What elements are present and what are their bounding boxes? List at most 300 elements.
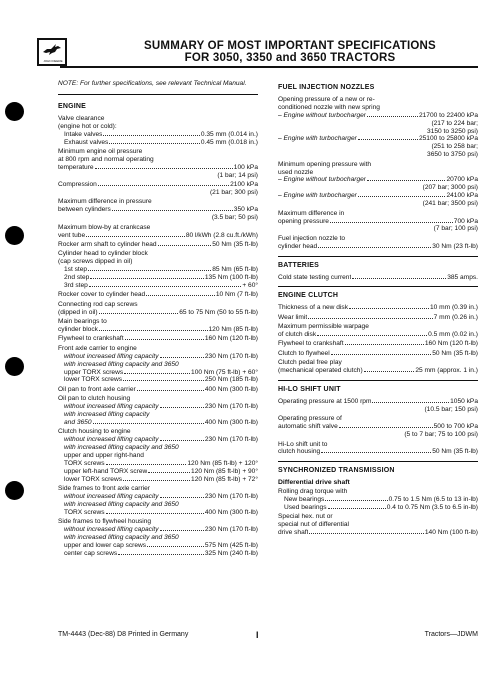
spec-label: cylinder head: [278, 242, 318, 250]
spec-label: 3rd step: [64, 281, 88, 289]
divider: [58, 94, 258, 95]
spec-item: [58, 386, 258, 394]
dot-leader: [158, 245, 212, 246]
spec-label: 2nd step: [64, 274, 90, 282]
spec-label: Maximum permissible warpage: [278, 323, 369, 331]
spec-line: [278, 112, 478, 120]
binder-hole: [5, 102, 24, 121]
spec-item: [58, 518, 258, 558]
spec-value-continued: (207 bar; 3000 psi): [422, 184, 478, 192]
engine-spec-list: [58, 115, 258, 558]
spec-item: [278, 210, 478, 234]
dot-leader: [99, 330, 208, 331]
dot-leader: [160, 497, 204, 498]
spec-line: [278, 176, 478, 184]
spec-label: 1st step: [64, 266, 88, 274]
spec-line: [278, 496, 478, 504]
spec-value: 230 Nm (170 ft-lb): [204, 493, 258, 501]
spec-line: [58, 386, 258, 394]
spec-item: [278, 488, 478, 512]
spec-value: 350 kPa: [233, 206, 258, 214]
spec-value: 120 Nm (85 ft-lb): [208, 325, 258, 333]
spec-label: Clutch housing to engine: [58, 428, 131, 436]
dot-leader: [330, 222, 453, 223]
spec-item: [278, 398, 478, 414]
spec-value: 400 Nm (300 ft-lb): [204, 385, 258, 393]
section-heading-batteries: BATTERIES: [278, 261, 319, 269]
spec-line: [58, 131, 258, 139]
spec-value: 0.35 mm (0.014 in.): [200, 130, 258, 138]
spec-label: Flywheel to crankshaft: [58, 335, 124, 343]
sync-spec-list: [278, 488, 478, 537]
spec-value: 575 Nm (425 ft-lb): [204, 542, 258, 550]
spec-line: [58, 206, 258, 214]
spec-value: 25 mm (approx. 1 in.): [415, 367, 478, 375]
clutch-spec-list: [278, 304, 478, 375]
dot-leader: [339, 427, 433, 428]
dot-leader: [372, 402, 449, 403]
spec-item: [278, 314, 478, 322]
dot-leader: [137, 390, 204, 391]
spec-label: (dipped in oil): [58, 308, 98, 316]
spec-value: + 60°: [242, 281, 258, 289]
spec-line: [58, 542, 258, 550]
spec-value: 50 Nm (35 ft-lb): [212, 240, 258, 248]
spec-label: Clutch pedal free play: [278, 359, 342, 367]
spec-line: [278, 529, 478, 537]
spec-item: [58, 250, 258, 290]
spec-value-continued: (5 to 7 bar; 75 to 100 psi): [404, 431, 478, 439]
spec-label: without increased lifting capacity: [64, 403, 159, 411]
spec-item: [278, 161, 478, 208]
spec-line: [58, 369, 258, 377]
spec-label: New bearings: [284, 496, 325, 504]
spec-item: [278, 441, 478, 457]
footer-page-mark: I: [256, 630, 259, 640]
spec-value: 400 Nm (300 ft-lb): [204, 508, 258, 516]
spec-label: Intake valves: [64, 130, 103, 138]
section-heading-clutch: ENGINE CLUTCH: [278, 292, 339, 300]
dot-leader: [352, 278, 446, 279]
spec-value: 120 Nm (85 ft-lb) + 90°: [191, 467, 258, 475]
spec-value: 100 Nm (75 ft-lb) + 60°: [191, 368, 258, 376]
spec-item: [278, 274, 478, 282]
spec-value: 100 kPa: [233, 163, 258, 171]
spec-label: without increased lifting capacity: [64, 436, 159, 444]
spec-item: [278, 415, 478, 439]
leaping-deer-icon: [42, 43, 62, 57]
spec-line: [278, 367, 478, 375]
dot-leader: [90, 278, 204, 279]
spec-line: [58, 282, 258, 290]
footer-brand: Tractors—JDWM: [424, 631, 478, 638]
spec-value: 80 l/kWh (2.8 cu.ft./kWh): [185, 231, 258, 239]
spec-line: [58, 232, 258, 240]
dot-leader: [321, 452, 431, 453]
spec-line: [58, 266, 258, 274]
dot-leader: [328, 508, 386, 509]
spec-item: [58, 428, 258, 483]
binder-hole: [5, 481, 24, 500]
spec-item: [58, 335, 258, 343]
spec-line: [58, 241, 258, 249]
dot-leader: [125, 339, 204, 340]
dot-leader: [160, 530, 204, 531]
spec-label: – Engine without turbocharger: [278, 176, 366, 184]
spec-value: 0.4 to 0.75 Nm (3.5 to 6.5 in-lb): [386, 503, 478, 511]
spec-value-continued: (10.5 bar; 150 psi): [424, 405, 478, 413]
spec-line: [278, 423, 478, 431]
dot-leader: [358, 139, 418, 140]
dot-leader: [345, 344, 424, 345]
spec-label: Operating pressure at 1500 rpm: [278, 398, 372, 405]
dot-leader: [118, 554, 204, 555]
spec-value-continued: (1 bar; 14 psi): [217, 171, 258, 179]
spec-item: [278, 323, 478, 339]
spec-label: without increased lifting capacity: [64, 526, 159, 534]
spec-line: [278, 331, 478, 339]
spec-item: [58, 345, 258, 385]
spec-value: 24100 kPa: [446, 192, 478, 200]
spec-value-continued: (7 bar; 100 psi): [433, 225, 478, 233]
spec-label: (mechanical operated clutch): [278, 367, 363, 375]
spec-line: [58, 376, 258, 384]
dot-leader: [95, 168, 233, 169]
spec-label: (cap screws dipped in oil): [58, 258, 133, 266]
spec-label: with increased lifting capacity: [64, 411, 150, 419]
dot-leader: [112, 210, 233, 211]
spec-line: [278, 504, 478, 512]
spec-line: [278, 340, 478, 348]
spec-value-continued: (3.5 bar; 50 psi): [211, 214, 258, 222]
dot-leader: [146, 295, 215, 296]
spec-label: Front axle carrier to engine: [58, 344, 137, 352]
section-heading-sync: SYNCHRONIZED TRANSMISSION: [278, 467, 395, 475]
dot-leader: [148, 472, 190, 473]
subsection-heading: Differential drive shaft: [278, 479, 350, 487]
dot-leader: [124, 373, 190, 374]
divider: [278, 286, 478, 287]
spec-label: center cap screws: [64, 549, 118, 557]
spec-value: 10 Nm (7 ft-lb): [215, 291, 258, 299]
spec-item: [58, 301, 258, 317]
spec-label: Main bearings to: [58, 318, 107, 326]
spec-item: [58, 291, 258, 299]
spec-value: 700 kPa: [453, 217, 478, 225]
divider: [278, 461, 478, 462]
spec-line: [58, 403, 258, 411]
dot-leader: [318, 247, 431, 248]
spec-label: Compression: [58, 181, 97, 189]
spec-value: 325 Nm (240 ft-lb): [204, 549, 258, 557]
spec-label: without increased lifting capacity: [64, 352, 159, 360]
spec-label: temperature: [58, 163, 94, 171]
spec-line: [58, 419, 258, 427]
spec-label: Side frames to flywheel housing: [58, 518, 152, 526]
spec-value-continued: (217 to 224 bar;: [431, 119, 478, 127]
title-line-1: SUMMARY OF MOST IMPORTANT SPECIFICATIONS: [144, 40, 436, 52]
spec-line: [58, 181, 258, 189]
dot-leader: [331, 354, 432, 355]
spec-line: [58, 436, 258, 444]
dot-leader: [98, 185, 229, 186]
spec-item: [58, 318, 258, 334]
spec-item: [278, 235, 478, 251]
spec-label: (engine hot or cold):: [58, 122, 117, 130]
spec-value: 0.5 mm (0.02 in.): [428, 331, 478, 339]
spec-value: 500 to 700 kPa: [433, 423, 478, 431]
spec-label: upper left-hand TORX screw: [64, 467, 148, 475]
spec-label: cylinder block: [58, 325, 98, 333]
dot-leader: [364, 371, 415, 372]
batteries-spec-list: [278, 274, 478, 282]
spec-label: with increased lifting capacity and 3650: [64, 444, 179, 452]
dot-leader: [317, 335, 427, 336]
dot-leader: [367, 116, 418, 117]
spec-label: Side frames to front axle carrier: [58, 485, 150, 493]
spec-label: upper and lower cap screws: [64, 542, 147, 550]
spec-line: [58, 509, 258, 517]
section-heading-fuel: FUEL INJECTION NOZZLES: [278, 84, 375, 91]
spec-label: lower TORX screws: [64, 475, 123, 483]
spec-value: 400 Nm (300 ft-lb): [204, 418, 258, 426]
spec-label: Minimum engine oil pressure: [58, 147, 143, 155]
spec-line: [278, 218, 478, 226]
fuel-spec-list: [278, 96, 478, 251]
spec-label: Exhaust valves: [64, 138, 109, 146]
spec-line: [58, 274, 258, 282]
footer-doc-id: TM-4443 (Dec-88) D8 Printed in Germany: [58, 631, 189, 638]
spec-item: [278, 359, 478, 375]
spec-item: [278, 96, 478, 159]
dot-leader: [308, 318, 432, 319]
spec-label: lower TORX screws: [64, 376, 123, 384]
spec-value: 0.75 to 1.5 Nm (6.5 to 13 in-lb): [388, 496, 478, 504]
spec-line: [278, 398, 478, 406]
spec-item: [58, 181, 258, 197]
spec-value: 230 Nm (170 ft-lb): [204, 403, 258, 411]
spec-value: 20700 kPa: [446, 176, 478, 184]
spec-value: 65 to 75 Nm (50 to 55 ft-lb): [179, 308, 258, 316]
spec-line: [58, 335, 258, 343]
spec-label: used nozzle: [278, 168, 314, 176]
page-title: [120, 40, 460, 64]
spec-line: [58, 291, 258, 299]
spec-value-continued: (21 bar; 300 psi): [209, 188, 258, 196]
dot-leader: [88, 270, 211, 271]
spec-item: [58, 198, 258, 222]
dot-leader: [123, 480, 190, 481]
title-rule: [60, 66, 478, 68]
dot-leader: [89, 286, 242, 287]
spec-item: [278, 350, 478, 358]
spec-label: Hi-Lo shift unit to: [278, 440, 328, 448]
dot-leader: [99, 313, 179, 314]
spec-label: without increased lifting capacity: [64, 493, 159, 501]
spec-value: 50 Nm (35 ft-lb): [432, 349, 478, 357]
right-column: [278, 80, 478, 539]
spec-label: with increased lifting capacity and 3650: [64, 501, 179, 508]
dot-leader: [160, 440, 204, 441]
spec-label: Cylinder head to cylinder block: [58, 250, 148, 258]
dot-leader: [160, 357, 204, 358]
spec-line: [58, 460, 258, 468]
spec-label: – Engine without turbocharger: [278, 111, 366, 119]
spec-item: [278, 340, 478, 348]
spec-label: TORX screws: [64, 508, 105, 516]
spec-line: [58, 309, 258, 317]
spec-value-continued: 3650 to 3750 psi): [427, 151, 478, 159]
spec-line: [58, 353, 258, 361]
left-column: [58, 80, 258, 559]
divider: [278, 256, 478, 257]
spec-label: Special hex. nut or: [278, 513, 333, 521]
logo-wordmark: JOHN DEERE: [43, 59, 63, 63]
spec-value: 10 mm (0.39 in.): [429, 304, 478, 312]
spec-line: [58, 526, 258, 534]
dot-leader: [109, 143, 199, 144]
spec-label: Maximum difference in pressure: [58, 198, 152, 206]
spec-label: at 800 rpm and normal operating: [58, 155, 154, 163]
spec-value: 250 Nm (185 ft-lb): [204, 376, 258, 384]
spec-label: of clutch disk: [278, 331, 317, 339]
spec-label: upper and upper right-hand: [64, 452, 144, 460]
dot-leader: [325, 500, 387, 501]
spec-label: opening pressure: [278, 217, 329, 225]
spec-value: 1050 kPa: [450, 398, 478, 405]
spec-item: [278, 304, 478, 312]
spec-line: [278, 192, 478, 200]
spec-value: 160 Nm (120 ft-lb): [204, 335, 258, 343]
dot-leader: [309, 533, 423, 534]
dot-leader: [358, 196, 446, 197]
dot-leader: [123, 380, 204, 381]
technical-note: NOTE: For further specifications, see relevant Technical Manual.: [58, 80, 247, 87]
section-heading-engine: ENGINE: [58, 102, 87, 110]
divider: [278, 380, 478, 381]
spec-item: [58, 241, 258, 249]
spec-value: 25100 to 25800 kPa: [418, 135, 478, 143]
dot-leader: [106, 513, 204, 514]
section-heading-hilo: HI-LO SHIFT UNIT: [278, 386, 341, 394]
spec-label: Cold state testing current: [278, 273, 352, 281]
title-line-2: FOR 3050, 3350 and 3650 TRACTORS: [184, 52, 396, 64]
spec-line: [278, 314, 478, 322]
spec-label: Opening pressure of a new or re-: [278, 95, 375, 103]
spec-value: 385 amps.: [447, 273, 478, 281]
hilo-spec-list: [278, 398, 478, 456]
spec-value: 30 Nm (23 ft-lb): [432, 242, 478, 250]
spec-label: Rocker arm shaft to cylinder head: [58, 240, 157, 248]
spec-value-continued: (241 bar; 3500 psi): [422, 200, 478, 208]
spec-item: [278, 513, 478, 537]
spec-label: TORX screws: [64, 459, 105, 467]
spec-item: [58, 485, 258, 517]
spec-label: upper TORX screws: [64, 368, 124, 376]
dot-leader: [103, 135, 199, 136]
dot-leader: [147, 546, 204, 547]
spec-value: 50 Nm (35 ft-lb): [432, 448, 478, 456]
spec-value-continued: (251 to 258 bar;: [431, 143, 478, 151]
spec-value: 2100 kPa: [230, 181, 258, 189]
spec-line: [278, 274, 478, 282]
spec-value-continued: 3150 to 3250 psi): [427, 127, 478, 135]
spec-line: [58, 550, 258, 558]
dot-leader: [349, 308, 429, 309]
spec-line: [58, 493, 258, 501]
john-deere-logo: [37, 38, 67, 66]
spec-label: Rocker cover to cylinder head: [58, 291, 146, 299]
spec-label: Operating pressure of: [278, 415, 342, 423]
spec-label: Flywheel to crankshaft: [278, 340, 344, 348]
spec-value: 7 mm (0.26 in.): [433, 313, 478, 321]
dot-leader: [93, 423, 204, 424]
spec-label: Oil pan to front axle carrier: [58, 385, 136, 393]
spec-label: Maximum difference in: [278, 209, 345, 217]
spec-label: Connecting rod cap screws: [58, 300, 138, 308]
spec-line: [278, 304, 478, 312]
dot-leader: [367, 180, 445, 181]
dot-leader: [86, 236, 185, 237]
spec-value: 140 Nm (100 ft-lb): [424, 529, 478, 537]
spec-label: – Engine with turbocharger: [278, 192, 357, 200]
spec-label: Thickness of a new disk: [278, 304, 348, 312]
spec-label: – Engine with turbocharger: [278, 135, 357, 143]
spec-value: 230 Nm (170 ft-lb): [204, 352, 258, 360]
spec-label: drive shaft: [278, 529, 309, 537]
spec-label: Clutch to flywheel: [278, 349, 330, 357]
spec-label: automatic shift valve: [278, 423, 338, 431]
spec-value: 120 Nm (85 ft-lb) + 120°: [187, 459, 258, 467]
spec-label: Minimum opening pressure with: [278, 160, 372, 168]
spec-value: 120 Nm (85 ft-lb) + 72°: [191, 475, 258, 483]
dot-leader: [160, 407, 204, 408]
spec-label: with increased lifting capacity and 3650: [64, 534, 179, 542]
binder-hole: [5, 226, 24, 245]
spec-line: [278, 243, 478, 251]
spec-line: [58, 326, 258, 334]
spec-item: [58, 395, 258, 427]
spec-value: 85 Nm (65 ft-lb): [212, 266, 258, 274]
spec-label: Valve clearance: [58, 114, 105, 122]
spec-label: clutch housing: [278, 448, 321, 456]
spec-line: [278, 448, 478, 456]
binder-hole: [5, 357, 24, 376]
spec-label: vent tube: [58, 231, 86, 239]
spec-line: [278, 350, 478, 358]
spec-label: Maximum blow-by at crankcase: [58, 223, 151, 231]
spec-line: [58, 139, 258, 147]
spec-label: with increased lifting capacity and 3650: [64, 360, 179, 368]
spec-label: conditioned nozzle with new spring: [278, 103, 380, 111]
spec-value: 135 Nm (100 ft-lb): [204, 274, 258, 282]
spec-label: Rolling drag torque with: [278, 488, 348, 496]
spec-value: 21700 to 22400 kPa: [418, 111, 478, 119]
spec-line: [278, 135, 478, 143]
spec-item: [58, 115, 258, 147]
spec-item: [58, 148, 258, 180]
spec-label: between cylinders: [58, 206, 111, 214]
spec-value: 230 Nm (170 ft-lb): [204, 436, 258, 444]
spec-label: Wear limit: [278, 313, 308, 321]
spec-label: and 3650: [64, 418, 92, 426]
spec-label: Used bearings: [284, 503, 327, 511]
spec-label: special nut of differential: [278, 521, 349, 529]
spec-value: 160 Nm (120 ft-lb): [424, 340, 478, 348]
dot-leader: [106, 464, 187, 465]
spec-value: 230 Nm (170 ft-lb): [204, 526, 258, 534]
spec-item: [58, 224, 258, 240]
